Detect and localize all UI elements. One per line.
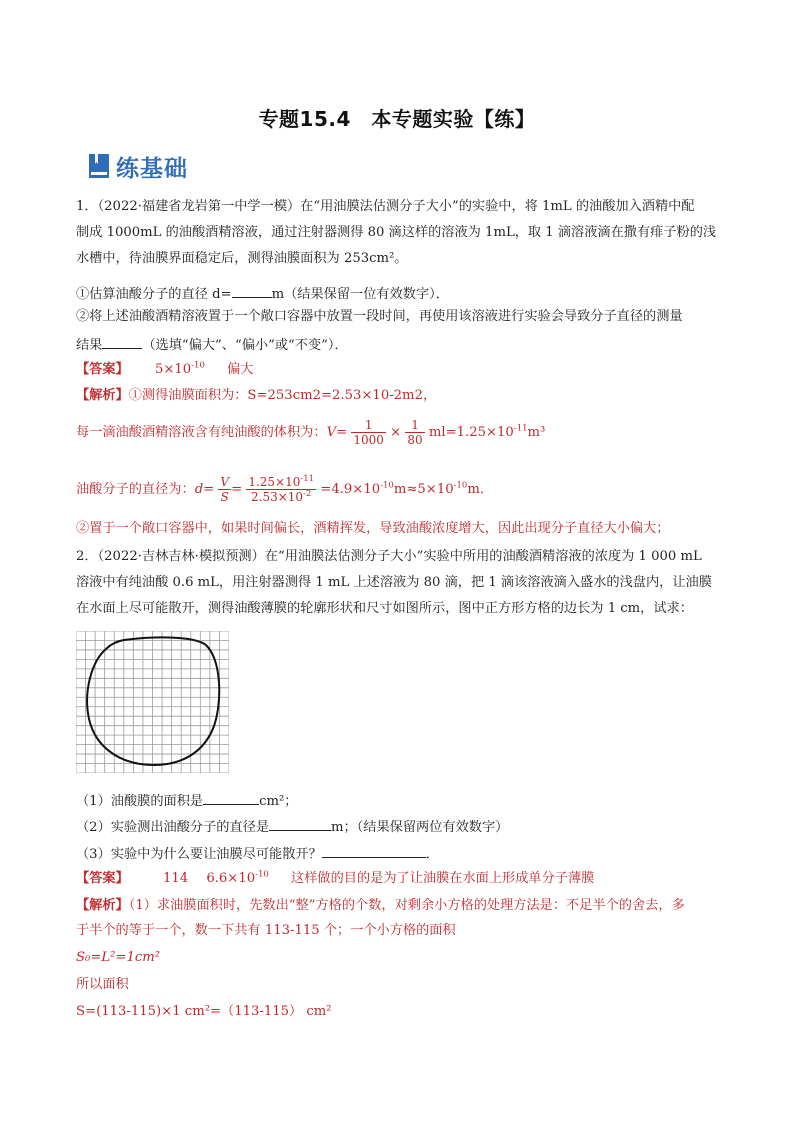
q1-analysis1-text: ①测得油膜面积为：S=253cm2=2.53×10-2m2， [128,388,437,403]
q1-sub1-tail: m（结果保留一位有效数字）． [271,287,449,302]
q2-sub2-tail: m；（结果保留两位有效数字） [331,820,509,835]
q1-line1: 1．（2022·福建省龙岩第一中学一模）在“用油膜法估测分子大小”的实验中，将 1mL 的油酸加入酒精中配 [76,199,695,214]
q2-line2: 溶液中有纯油酸 0.6 mL，用注射器测得 1 mL 上述溶液为 80 滴，把 1 滴该溶液滴入盛水的浅盘内，让油膜 [76,575,712,590]
book-icon [88,153,110,179]
q1-answer-value2: 偏大 [227,362,254,377]
fraction-values: $\frac{1.25\times 10^{-11}}{2.53\times 10^{-2}}$ [248,474,315,504]
oil-film-outline [87,637,219,765]
q2-sub2-text: （2）实验测出油酸分子的直径是 [76,820,270,835]
oil-film-grid-figure [76,631,229,773]
answer-blank[interactable] [232,283,272,298]
q1-sub1 [76,283,726,304]
q2-s-formula: S=(113-115)×1 cm²=（113-115） cm² [76,1004,332,1019]
q1-diameter-line: 油酸分子的直径为：d= $\frac{V}{S}$ = $\frac{1.25\times 10^{-11}}{2.53\times 10^{-2}}$ $=4.9\times 10^{-10}m\approx 5\times 10^{-10}m$． [76,474,494,504]
q2-sub1-text: （1）油酸膜的面积是 [76,794,204,809]
q2-answer [76,870,726,888]
analysis-tag: 【解析】 [76,898,129,913]
q2-sub3 [76,843,726,864]
q2-so-text: 所以面积 [76,977,129,992]
q2-answer1: 114 [162,871,189,886]
q1-line2: 制成 1000mL 的油酸酒精溶液，通过注射器测得 80 滴这样的溶液为 1mL，取 1 滴溶液滴在撒有痱子粉的浅 [76,225,717,240]
section-label: 练基础 [116,155,188,182]
q1-volume-text: 每一滴油酸酒精溶液含有纯油酸的体积为： [76,425,327,440]
q1-sub2-line1: ②将上述油酸酒精溶液置于一个敞口容器中放置一段时间，再使用该溶液进行实验会导致分子直径的测量 [76,309,683,324]
q1-sub2-tail: （选填“偏大”、“偏小”或“不变”）． [142,338,348,353]
q2-sub3-tail: ． [425,847,439,862]
q2-analysis-line1 [76,897,726,915]
q2-sub2 [76,816,726,837]
answer-blank[interactable] [269,816,331,831]
page-title: 专题15.4 本专题实验【练】 [258,107,536,131]
answer-tag: 【答案】 [76,362,129,377]
analysis-tag: 【解析】 [76,388,129,403]
q1-analysis1 [76,387,726,405]
q2-line3: 在水面上尽可能散开，测得油酸薄膜的轮廓形状和尺寸如图所示，图中正方形方格的边长为 1 cm，试求： [76,601,693,616]
section-heading [88,150,188,182]
answer-tag: 【答案】 [76,871,129,886]
answer-blank[interactable] [322,843,426,858]
q1-sub1-text: ①估算油酸分子的直径 d= [76,287,232,302]
q2-s0-formula: S₀=L²=1cm² [76,950,161,965]
q2-sub1-tail: cm²； [259,794,298,809]
q1-sub2-text: 结果 [76,338,103,353]
q2-answer3: 这样做的目的是为了让油膜在水面上形成单分子薄膜 [291,871,595,886]
fraction-1: $\frac{1}{1000}$ [353,418,384,447]
q1-answer [76,361,726,379]
answer-blank[interactable] [102,334,142,349]
q1-diameter-text: 油酸分子的直径为： [76,482,195,497]
q2-answer2: $6.6\times 10^{-10}$ [206,869,269,886]
q1-answer-value: $5\times 10^{-10}$ [154,360,205,377]
q2-sub3-text: （3）实验中为什么要让油膜尽可能散开？ [76,847,322,862]
fraction-v-s: $\frac{V}{S}$ [220,475,230,504]
q1-analysis2: ②置于一个敞口容器中，如果时间偏长，酒精挥发，导致油酸浓度增大，因此出现分子直径大小偏大； [76,521,670,536]
q2-analysis-text: （1）求油膜面积时，先数出“整”方格的个数，对剩余小方格的处理方法是：不足半个的舍去，多 [128,898,685,913]
answer-blank[interactable] [203,790,259,805]
q1-sub2-line2 [76,334,726,355]
q1-line3: 水槽中，待油膜界面稳定后，测得油膜面积为 253cm²。 [76,251,408,266]
q2-analysis-line2: 于半个的等于一个，数一下共有 113-115 个；一个小方格的面积 [76,923,456,938]
q1-volume-line: 每一滴油酸酒精溶液含有纯油酸的体积为：V= $\frac{1}{1000}$ × $\frac{1}{80}$ $ml=1.25\times 10^{-11}m^3$ [76,418,546,447]
q2-sub1 [76,790,726,811]
q2-line1: 2．（2022·吉林吉林·模拟预测）在“用油膜法估测分子大小”实验中所用的油酸酒精溶液的浓度为 1 000 mL [76,549,702,564]
fraction-2: $\frac{1}{80}$ [407,418,423,447]
